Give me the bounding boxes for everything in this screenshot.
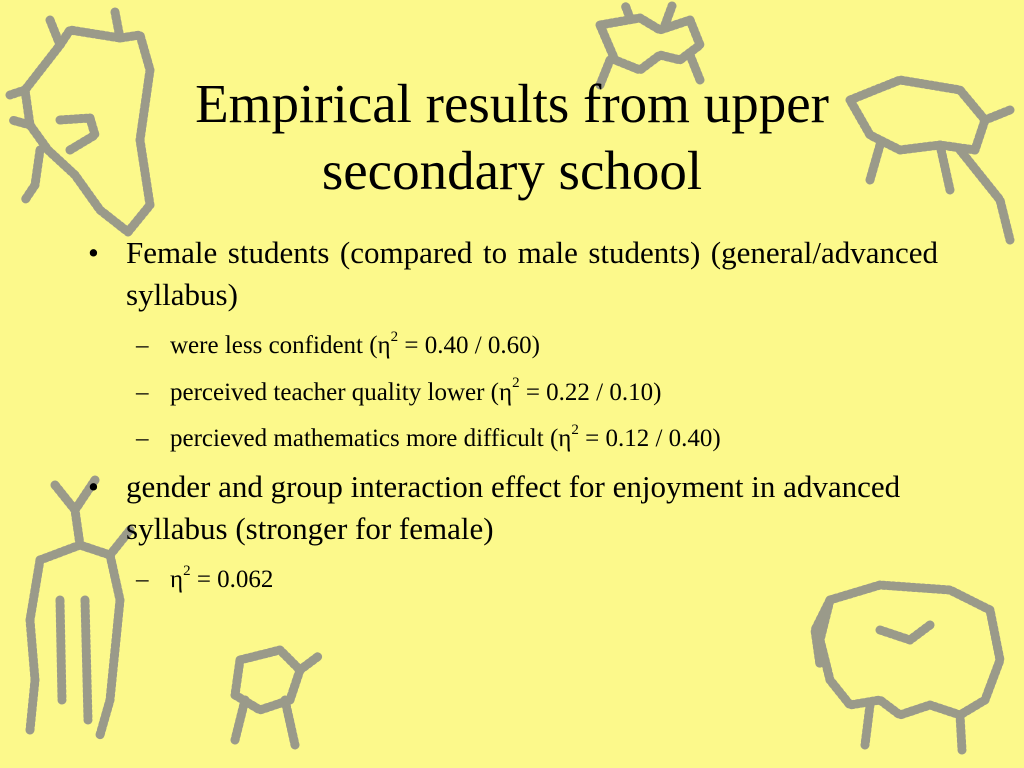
sub-bullet-text	[170, 375, 662, 406]
rock-art-elephant-icon	[815, 585, 1000, 750]
sub-bullet-value: = 0.12 / 0.40)	[578, 425, 721, 453]
superscript: 2	[512, 375, 520, 392]
bullet-dot-icon: •	[88, 235, 99, 270]
rock-art-beast-icon	[235, 650, 320, 745]
bullet-interaction-effect	[88, 466, 938, 550]
bullet-text: Female students (compared to male students) (general/advanced syllabus)	[126, 235, 938, 313]
bullet-dot-icon: •	[88, 468, 99, 504]
dash-icon: –	[136, 378, 149, 406]
sub-bullet-text	[170, 562, 274, 594]
slide-body	[88, 232, 938, 597]
bullet-text: gender and group interaction effect for enjoyment in advanced syllabus (stronger for female)	[126, 468, 901, 546]
sub-bullet-confidence	[88, 330, 938, 363]
sub-bullet-text-main: were less confident (η	[170, 332, 391, 360]
slide-title	[90, 70, 934, 204]
superscript: 2	[390, 328, 399, 345]
dash-icon: –	[136, 425, 149, 453]
sub-bullet-text-main: percieved mathematics more difficult (η	[170, 425, 572, 453]
sub-bullet-text-main: η	[170, 566, 184, 594]
sub-bullet-value: = 0.40 / 0.60)	[398, 332, 541, 360]
sub-bullet-text	[170, 328, 541, 360]
sub-bullet-text	[170, 421, 721, 453]
slide-title-line-1: Empirical results from upper	[195, 73, 829, 134]
dash-icon: –	[136, 332, 149, 360]
sub-bullet-effect-size	[88, 564, 938, 597]
sub-bullet-difficulty	[88, 423, 938, 456]
sub-bullet-teacher-quality	[88, 377, 938, 410]
sub-bullet-value: = 0.062	[190, 566, 274, 594]
sub-bullet-value: = 0.22 / 0.10)	[519, 378, 662, 406]
superscript: 2	[183, 562, 191, 579]
bullet-female-students	[88, 232, 938, 316]
dash-icon: –	[136, 566, 149, 594]
slide-title-line-2: secondary school	[321, 140, 703, 202]
superscript: 2	[571, 421, 579, 438]
sub-bullet-text-main: perceived teacher quality lower (η	[170, 378, 513, 406]
